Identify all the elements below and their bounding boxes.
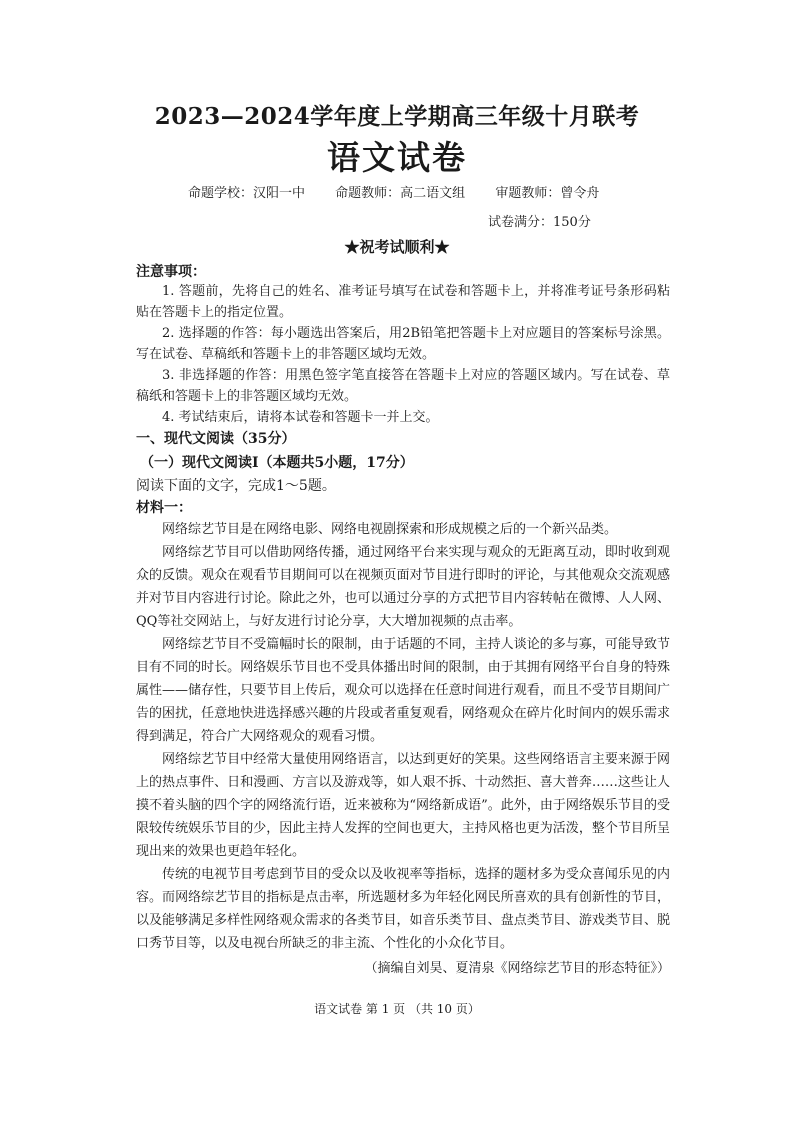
- exam-title: 2023—2024学年度上学期高三年级十月联考: [154, 103, 640, 130]
- notice-title: 注意事项：: [136, 264, 206, 280]
- full-score: 试卷满分：150分: [488, 215, 591, 230]
- subpart-heading: （一）现代文阅读Ⅰ（本题共5小题，17分）: [140, 455, 414, 471]
- material-paragraph: 网络综艺节目是在网络电影、网络电视剧探索和形成规模之后的一个新兴品类。: [162, 522, 618, 537]
- material-paragraph: 网络综艺节目可以借助网络传播，通过网络平台来实现与观众的无距离互动，即时收到观众的反馈。观众在观看节目期间可以在视频页面对节目进行即时的评论，与其他观众交流观感并对节目内容进行讨论。除此之外，也可以通过分享的方式把节目内容转帖在微博、人人网、QQ等社交网站上，与好友进行讨论分享，大大增加视频的点击率。: [136, 545, 670, 629]
- material-source: （摘编自刘昊、夏清泉《网络综艺节目的形态特征》）: [364, 961, 670, 976]
- notice-item: 1. 答题前，先将自己的姓名、准考证号填写在试卷和答题卡上，并将准考证号条形码粘贴在答题卡上的指定位置。: [136, 284, 670, 320]
- notice-list: [136, 281, 670, 428]
- setting-school: 命题学校：汉阳一中: [188, 186, 306, 201]
- material-paragraph: 传统的电视节目考虑到节目的受众以及收视率等指标，选择的题材多为受众喜闻乐见的内容。而网络综艺节目的指标是点击率，所选题材多为年轻化网民所喜欢的具有创新性的节目，以及能够满足多样性网络观众需求的各类节目，如音乐类节目、盘点类节目、游戏类节目、脱口秀节目等，以及电视台所缺乏的非主流、个性化的小众化节目。: [136, 867, 670, 951]
- material-text: [136, 518, 670, 980]
- page-footer: 语文试卷 第 1 页 （共 10 页）: [314, 1002, 480, 1016]
- reading-instruction: 阅读下面的文字，完成1～5题。: [136, 478, 336, 494]
- exam-subject-title: 语文试卷: [327, 138, 467, 177]
- setting-teachers: 命题教师：高二语文组: [335, 186, 466, 201]
- notice-item: 2. 选择题的作答：每小题选出答案后，用2B铅笔把答题卡上对应题目的答案标号涂黑。写在试卷、草稿纸和答题卡上的非答题区域均无效。: [136, 326, 670, 362]
- notice-item: 4. 考试结束后，请将本试卷和答题卡一并上交。: [162, 410, 439, 425]
- material-label: 材料一：: [136, 500, 192, 516]
- material-paragraph: 网络综艺节目中经常大量使用网络语言，以达到更好的笑果。这些网络语言主要来源于网上的热点事件、日和漫画、方言以及游戏等，如人艰不拆、十动然拒、喜大普奔……这些让人摸不着头脑的四个字的网络流行语，近来被称为“网络新成语”。此外，由于网络娱乐节目的受限较传统娱乐节目的少，因此主持人发挥的空间也更大，主持风格也更为活泼，整个节目所呈现出来的效果也更趋年轻化。: [136, 752, 670, 859]
- part-heading: 一、现代文阅读（35分）: [136, 431, 296, 447]
- exam-meta: [188, 182, 625, 201]
- reviewer: 审题教师：曾令舟: [495, 186, 600, 201]
- material-paragraph: 网络综艺节目不受篇幅时长的限制，由于话题的不同，主持人谈论的多与寡，可能导致节目有不同的时长。网络娱乐节目也不受具体播出时间的限制，由于其拥有网络平台自身的特殊属性——储存性，只要节目上传后，观众可以选择在任意时间进行观看，而且不受节目期间广告的困扰，任意地快进选择感兴趣的片段或者重复观看，网络观众在碎片化时间内的娱乐需求得到满足，符合广大网络观众的观看习惯。: [136, 637, 670, 744]
- notice-item: 3. 非选择题的作答：用黑色签字笔直接答在答题卡上对应的答题区域内。写在试卷、草稿纸和答题卡上的非答题区域均无效。: [136, 368, 670, 404]
- good-luck-banner: ★祝考试顺利★: [344, 238, 450, 256]
